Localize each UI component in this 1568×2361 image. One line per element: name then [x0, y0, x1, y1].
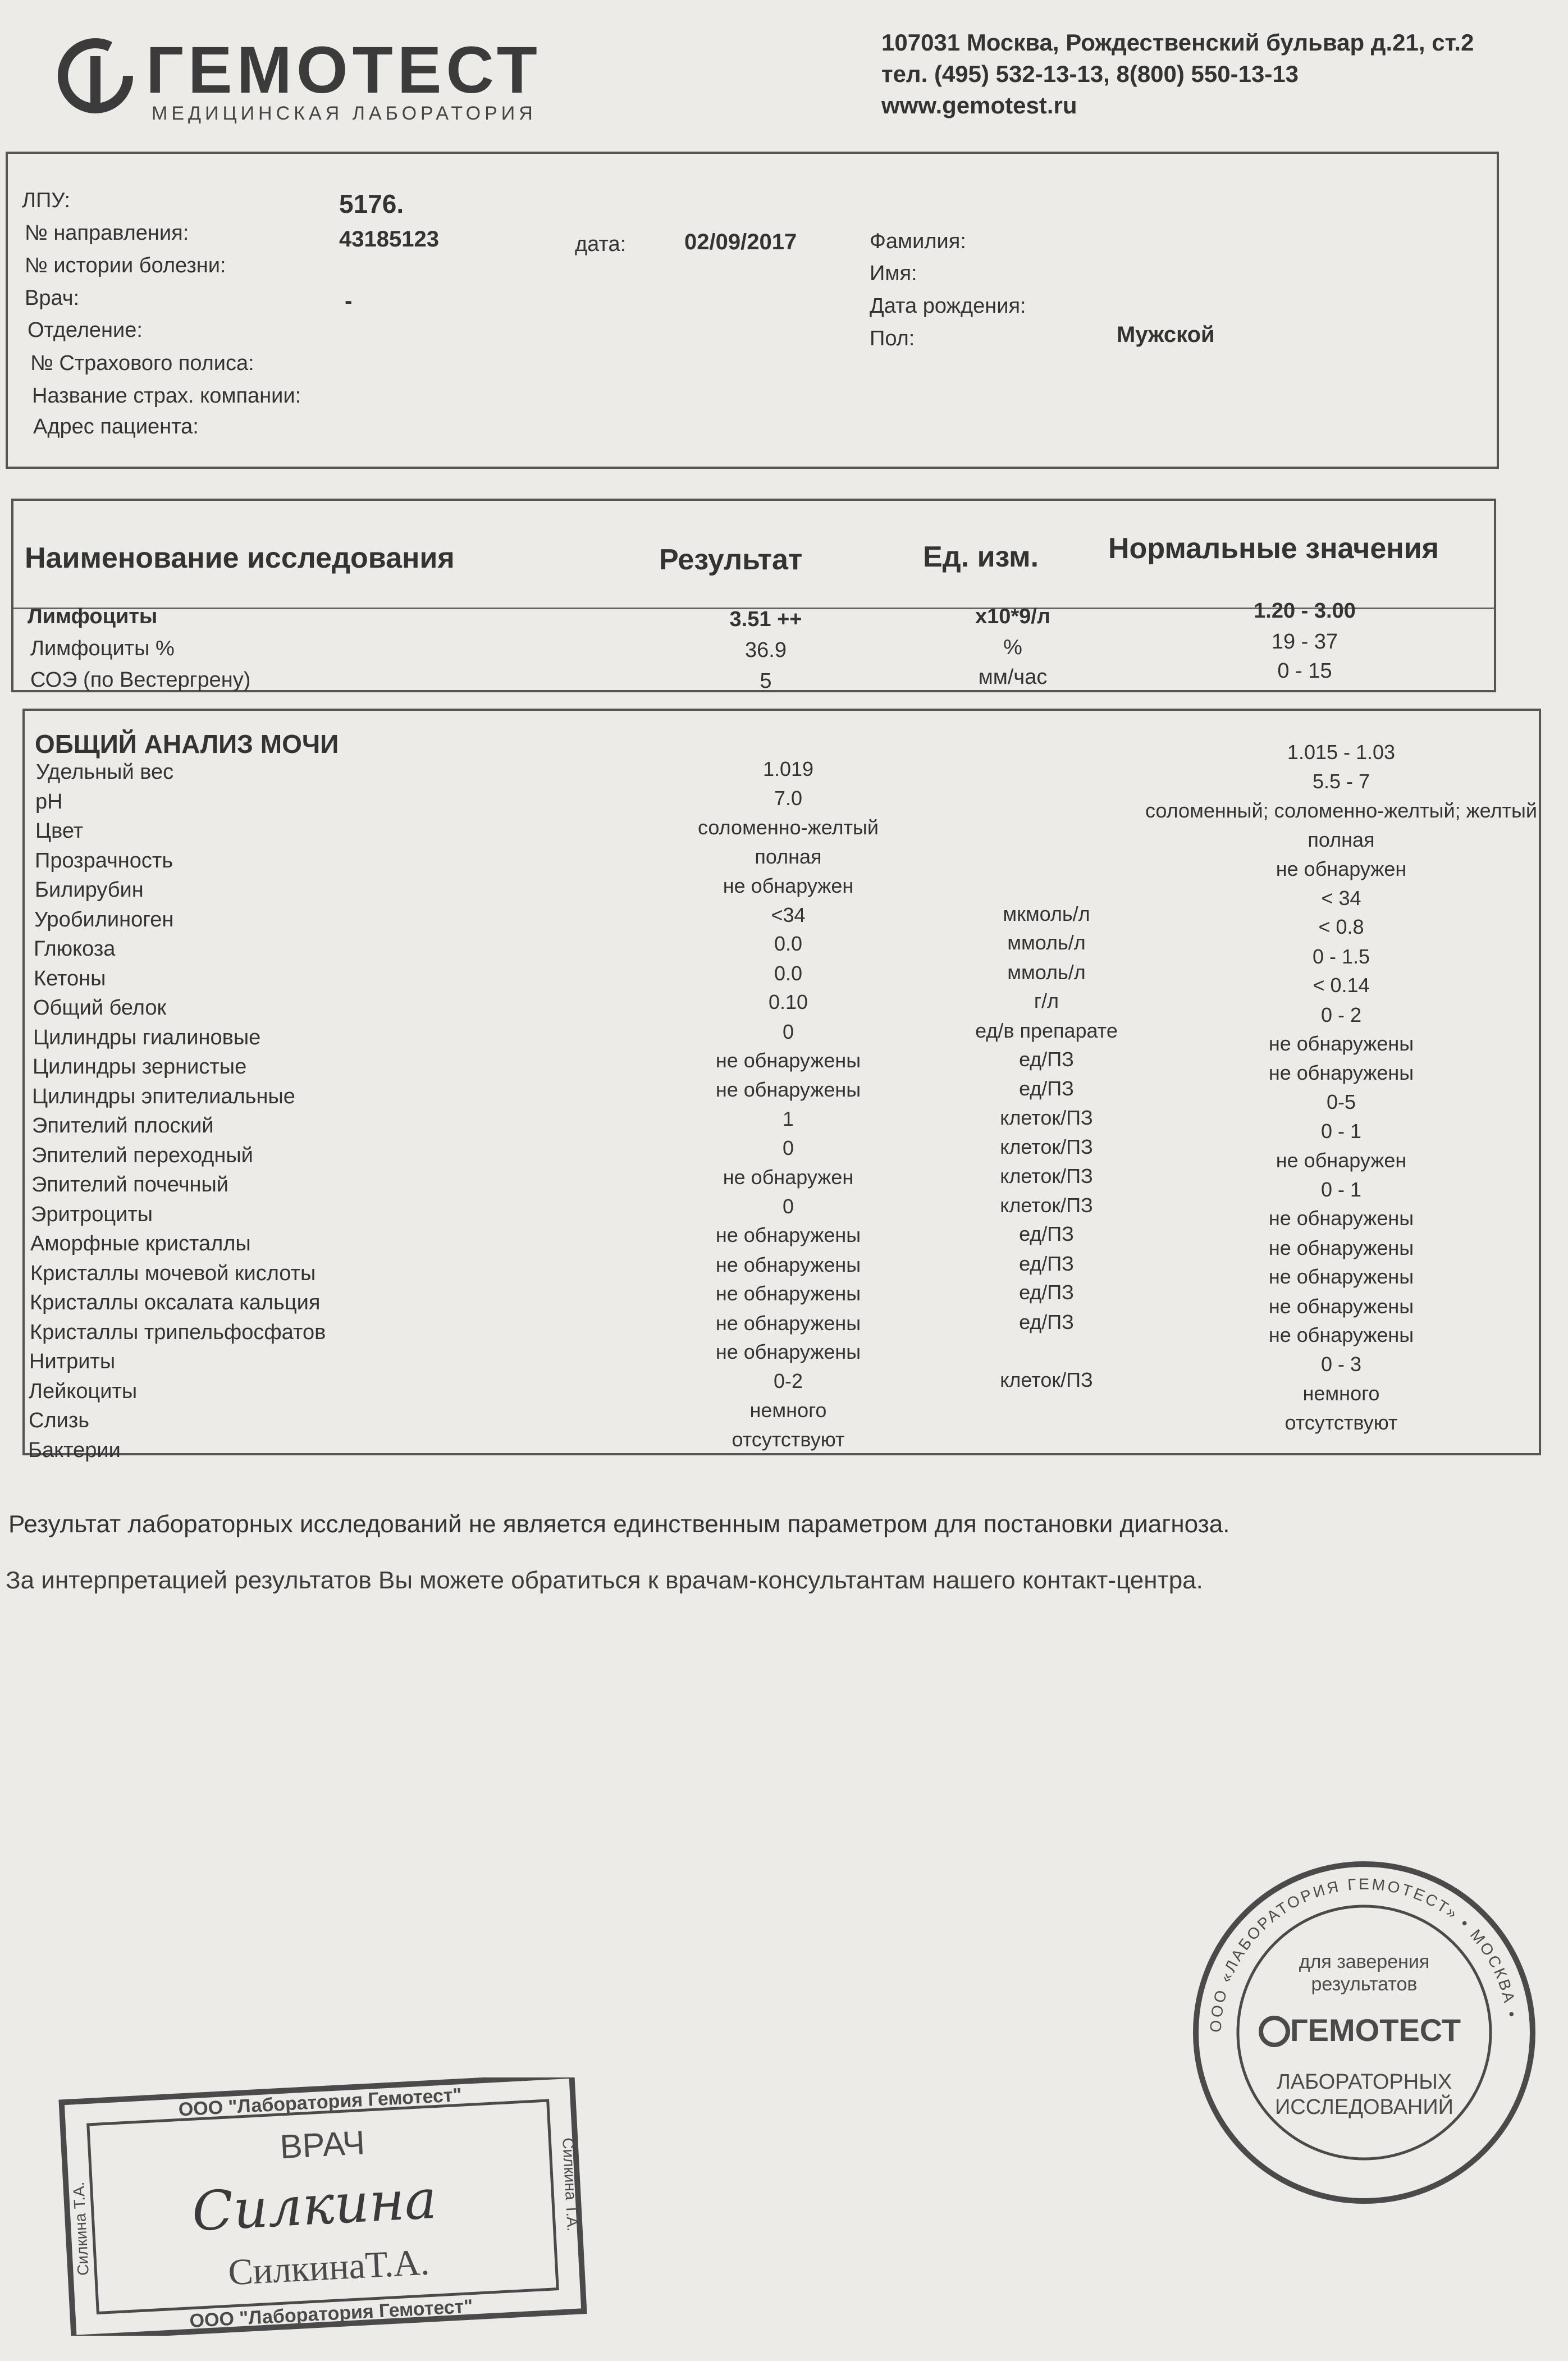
doctor-stamp-role: ВРАЧ [278, 2123, 366, 2166]
urine-row-norm: 0 - 1 [1320, 1177, 1362, 1201]
urinalysis-title: ОБЩИЙ АНАЛИЗ МОЧИ [35, 729, 339, 759]
name-label: Имя: [870, 262, 917, 285]
urine-row-result: 7.0 [774, 786, 803, 810]
urine-row-norm: не обнаружен [1276, 1149, 1407, 1172]
urine-row-name: Лейкоциты [29, 1379, 138, 1403]
urine-row-norm: 0 - 3 [1320, 1352, 1362, 1376]
urine-row-result: не обнаружены [715, 1223, 861, 1246]
brand-subtitle: МЕДИЦИНСКАЯ ЛАБОРАТОРИЯ [152, 103, 537, 124]
urine-row-name: Слизь [29, 1409, 90, 1432]
blood-row-result: 36.9 [745, 638, 787, 662]
blood-row-name: СОЭ (по Вестергрену) [30, 668, 251, 692]
birthdate-label: Дата рождения: [870, 294, 1026, 318]
blood-row-unit: x10*9/л [975, 605, 1051, 628]
urine-row-name: Кетоны [34, 966, 106, 990]
urine-row-name: Глюкоза [34, 937, 116, 961]
urine-row-result: <34 [771, 903, 806, 926]
urine-row-unit: мкмоль/л [1003, 902, 1090, 925]
urine-row-name: Уробилиноген [34, 907, 174, 931]
surname-label: Фамилия: [870, 230, 966, 253]
urine-row-name: Удельный вес [36, 760, 174, 784]
lpu-value: 5176. [339, 189, 404, 218]
sex-label: Пол: [870, 327, 915, 350]
urine-row-norm: < 0.8 [1318, 915, 1364, 938]
urine-row-result: 0-2 [773, 1369, 803, 1392]
lab-address: 107031 Москва, Рождественский бульвар д.21, ст.2 [881, 29, 1474, 56]
urine-row-name: Кристаллы мочевой кислоты [30, 1261, 316, 1285]
lab-phone: тел. (495) 532-13-13, 8(800) 550-13-13 [881, 61, 1299, 87]
urine-row-name: Эритроциты [31, 1202, 153, 1226]
urine-row-result: не обнаружены [715, 1282, 861, 1305]
urine-row-name: Эпителий почечный [31, 1173, 229, 1197]
urine-row-norm: 0 - 2 [1320, 1003, 1362, 1026]
urine-row-unit: г/л [1034, 989, 1059, 1012]
doctor-stamp-side-right: Силкина Т.А. [559, 2137, 582, 2232]
urine-row-name: Бактерии [28, 1438, 121, 1462]
urine-row-norm: не обнаружены [1268, 1294, 1414, 1318]
lpu-label: ЛПУ: [22, 189, 71, 212]
urine-row-unit: клеток/ПЗ [1000, 1164, 1093, 1188]
lab-website: www.gemotest.ru [881, 92, 1077, 118]
urine-row-name: Эпителий переходный [31, 1143, 253, 1167]
urine-row-name: Общий белок [33, 996, 167, 1020]
urine-row-norm: не обнаружены [1268, 1236, 1414, 1259]
urine-row-result: не обнаружены [715, 1311, 861, 1335]
blood-row-result: 5 [760, 669, 772, 693]
urine-row-result: 0.0 [774, 961, 803, 985]
disclaimer-note: Результат лабораторных исследований не является единственным параметром для постановки диагноза. [8, 1510, 1230, 1538]
urine-row-unit: ед/ПЗ [1019, 1310, 1074, 1334]
urine-row-result: 0 [782, 1020, 794, 1043]
col-header-norm: Нормальные значения [1108, 532, 1439, 565]
urine-row-unit: ед/ПЗ [1019, 1048, 1074, 1071]
history-label: № истории болезни: [25, 254, 226, 277]
urine-row-norm: не обнаружены [1268, 1265, 1414, 1288]
urine-row-norm: 0 - 1.5 [1312, 944, 1370, 968]
urine-row-name: pH [35, 789, 63, 814]
seal-line3: ЛАБОРАТОРНЫХ [1276, 2070, 1452, 2094]
blood-row-norm: 1.20 - 3.00 [1254, 599, 1356, 623]
col-header-result: Результат [659, 544, 803, 576]
doctor-stamp-name: СилкинаТ.А. [227, 2241, 431, 2294]
doctor-stamp [56, 2077, 595, 2336]
urine-row-norm: полная [1308, 828, 1375, 851]
urine-row-norm: отсутствуют [1284, 1410, 1398, 1434]
blood-row-unit: мм/час [978, 665, 1048, 689]
urine-row-name: Кристаллы трипельфосфатов [30, 1320, 326, 1344]
sex-value: Мужской [1117, 322, 1215, 347]
urine-row-unit: клеток/ПЗ [1000, 1193, 1093, 1217]
urine-row-result: не обнаружен [723, 874, 854, 897]
urine-row-name: Прозрачность [35, 848, 173, 873]
urine-row-result: 0 [782, 1136, 794, 1159]
urine-row-result: не обнаружен [723, 1166, 854, 1189]
urine-row-name: Цвет [35, 819, 84, 843]
urine-row-result: 1.019 [762, 757, 814, 780]
blood-results-table [11, 499, 1496, 692]
patient-address-label: Адрес пациента: [33, 415, 199, 439]
urine-row-norm: 1.015 - 1.03 [1287, 741, 1396, 764]
referral-label: № направления: [25, 221, 189, 245]
urine-row-result: 0.10 [768, 990, 808, 1013]
urine-row-name: Эпителий плоский [32, 1114, 214, 1138]
urine-row-result: не обнаружены [715, 1077, 861, 1101]
urine-row-unit: ед/ПЗ [1019, 1076, 1074, 1100]
urine-row-unit: ммоль/л [1007, 931, 1086, 954]
col-header-unit: Ед. изм. [923, 541, 1039, 573]
urine-row-unit: ед/ПЗ [1019, 1252, 1074, 1275]
doctor-value: - [345, 289, 353, 313]
urine-row-norm: 5.5 - 7 [1312, 769, 1370, 793]
date-label: дата: [575, 232, 627, 256]
urine-row-norm: соломенный; соломенно-желтый; желтый [1145, 799, 1537, 822]
doctor-signature: Силкина [190, 2167, 438, 2244]
consultation-note: За интерпретацией результатов Вы можете обратиться к врачам-консультантам нашего контакт-центра. [6, 1567, 1203, 1594]
urine-row-unit: клеток/ПЗ [1000, 1106, 1093, 1129]
referral-value: 43185123 [339, 227, 439, 252]
doctor-stamp-bottom: ООО "Лаборатория Гемотест" [189, 2295, 474, 2332]
seal-ring-text: ООО «ЛАБОРАТОРИЯ ГЕМОТЕСТ» • МОСКВА • [1206, 1875, 1521, 2033]
urine-row-result: не обнаружены [715, 1253, 861, 1276]
urine-row-norm: не обнаружены [1268, 1061, 1414, 1084]
urine-row-norm: не обнаружены [1268, 1207, 1414, 1230]
urine-row-name: Нитриты [29, 1350, 116, 1373]
policy-label: № Страхового полиса: [30, 351, 254, 375]
urine-row-result: 0 [782, 1194, 794, 1218]
urine-row-result: отсутствуют [732, 1427, 845, 1451]
lab-seal-stamp [1185, 1853, 1544, 2212]
urine-row-result: соломенно-желтый [698, 816, 879, 839]
doctor-label: Врач: [25, 286, 80, 310]
urine-row-norm: немного [1302, 1382, 1380, 1405]
urine-row-name: Кристаллы оксалата кальция [30, 1291, 321, 1314]
urine-row-norm: 0 - 1 [1320, 1119, 1362, 1143]
urine-row-result: немного [749, 1399, 827, 1422]
urine-row-norm: 0-5 [1326, 1090, 1356, 1113]
blood-row-norm: 19 - 37 [1271, 630, 1338, 654]
urine-row-unit: ед/ПЗ [1019, 1281, 1074, 1304]
urine-row-norm: < 34 [1321, 886, 1361, 910]
seal-line1: для заверения [1299, 1951, 1430, 1972]
blood-row-norm: 0 - 15 [1277, 659, 1332, 683]
brand-name: ГЕМОТЕСТ [146, 33, 542, 107]
urine-row-result: не обнаружены [715, 1340, 861, 1363]
blood-row-name: Лимфоциты [28, 605, 158, 628]
date-value: 02/09/2017 [684, 230, 797, 254]
blood-row-unit: % [1003, 636, 1022, 659]
urine-row-name: Билирубин [35, 878, 144, 902]
urine-row-name: Цилиндры эпителиальные [32, 1084, 295, 1108]
doctor-stamp-side-left: Силкина Т.А. [70, 2181, 92, 2276]
urine-row-unit: ед/в препарате [975, 1019, 1118, 1042]
urine-row-unit: клеток/ПЗ [1000, 1135, 1093, 1158]
blood-row-result: 3.51 ++ [729, 608, 802, 631]
urine-row-norm: не обнаружены [1268, 1323, 1414, 1346]
urine-row-name: Цилиндры гиалиновые [33, 1025, 261, 1049]
insurer-label: Название страх. компании: [32, 384, 301, 408]
seal-brand: ГЕМОТЕСТ [1290, 2012, 1461, 2048]
urine-row-result: 0.0 [774, 932, 803, 955]
urine-row-result: не обнаружены [715, 1049, 861, 1072]
urine-row-name: Аморфные кристаллы [30, 1232, 251, 1255]
seal-logo-icon [1261, 2018, 1288, 2045]
brand-logo [53, 31, 559, 126]
urine-row-unit: ед/ПЗ [1019, 1222, 1074, 1245]
urinalysis-table [22, 709, 1541, 1462]
lab-contacts [881, 27, 1474, 121]
urine-row-result: 1 [782, 1107, 794, 1130]
col-header-test-name: Наименование исследования [25, 542, 455, 574]
doctor-stamp-top: ООО "Лаборатория Гемотест" [177, 2084, 463, 2121]
urine-row-norm: не обнаружены [1268, 1032, 1414, 1055]
patient-info-panel [6, 152, 1499, 469]
seal-line2: результатов [1311, 1974, 1418, 1995]
urine-row-result: полная [755, 844, 822, 868]
urine-row-unit: клеток/ПЗ [1000, 1368, 1093, 1391]
blood-row-name: Лимфоциты % [30, 637, 175, 660]
urine-row-name: Цилиндры зернистые [33, 1055, 247, 1079]
urine-row-unit: ммоль/л [1007, 960, 1086, 984]
gemotest-logo-icon [53, 34, 138, 118]
urine-row-norm: не обнаружен [1276, 857, 1407, 880]
urine-row-norm: < 0.14 [1313, 974, 1370, 997]
department-label: Отделение: [28, 318, 143, 342]
seal-line4: ИССЛЕДОВАНИЙ [1274, 2095, 1454, 2119]
